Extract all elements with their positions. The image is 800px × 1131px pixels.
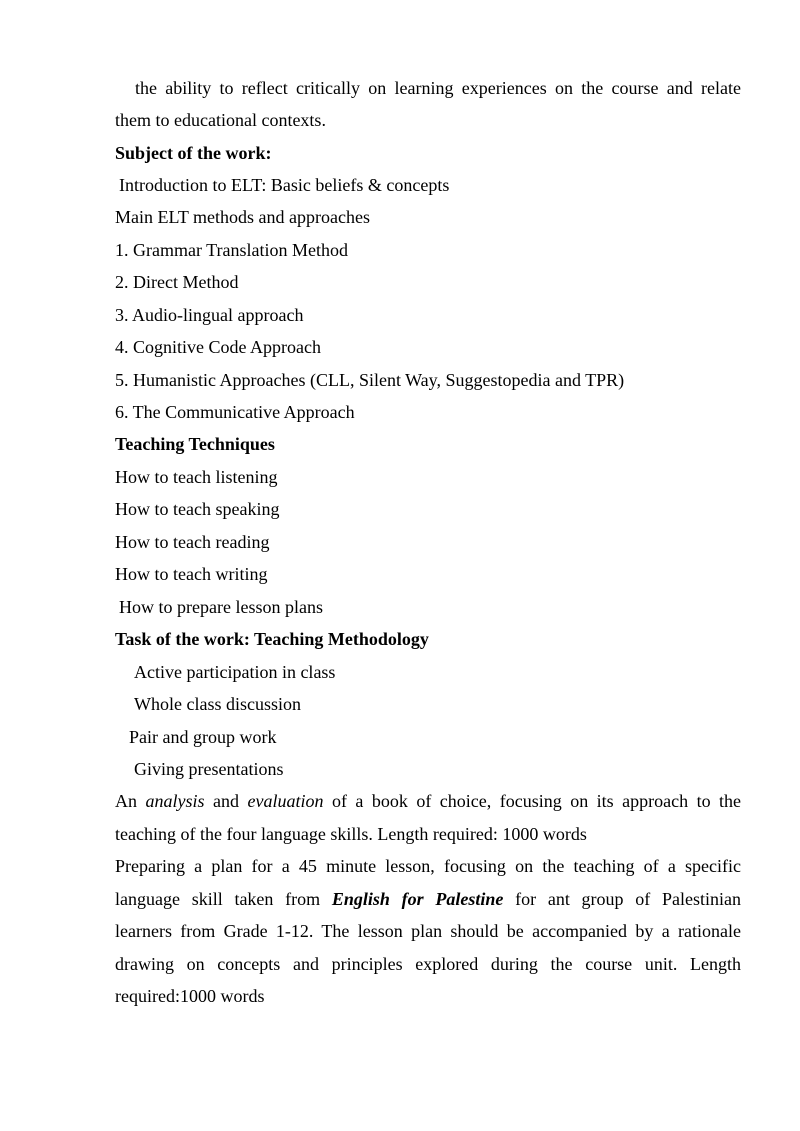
technique-item: How to teach speaking	[115, 499, 280, 519]
assignment2-line-2	[115, 888, 741, 910]
evaluation-term: evaluation	[247, 791, 324, 811]
assignment2-line-3: learners from Grade 1-12. The lesson plan should be accompanied by a rationale	[115, 921, 741, 941]
task-item: Giving presentations	[134, 759, 284, 779]
technique-item: How to teach listening	[115, 467, 278, 487]
method-item: 5. Humanistic Approaches (CLL, Silent Way, Suggestopedia and TPR)	[115, 370, 625, 390]
task-item: Pair and group work	[129, 727, 277, 747]
assignment2-post: for ant group of Palestinian	[515, 889, 741, 909]
task-heading: Task of the work: Teaching Methodology	[115, 629, 429, 649]
method-item: 6. The Communicative Approach	[115, 402, 355, 422]
technique-item: How to prepare lesson plans	[119, 597, 323, 617]
assignment1-word: and	[212, 791, 239, 811]
book-title: English for Palestine	[331, 889, 504, 909]
assignment2-pre: language skill taken from	[115, 889, 321, 909]
techniques-heading: Teaching Techniques	[115, 434, 275, 454]
assignment1-word: An	[115, 791, 137, 811]
subject-intro: Introduction to ELT: Basic beliefs & concepts	[119, 175, 450, 195]
technique-item: How to teach reading	[115, 532, 270, 552]
method-item: 1. Grammar Translation Method	[115, 240, 348, 260]
assignment2-line-1: Preparing a plan for a 45 minute lesson, focusing on the teaching of a specific	[115, 856, 741, 876]
analysis-term: analysis	[145, 791, 205, 811]
methods-title: Main ELT methods and approaches	[115, 207, 370, 227]
subject-heading: Subject of the work:	[115, 143, 272, 163]
intro-line-2: them to educational contexts.	[115, 110, 326, 130]
method-item: 4. Cognitive Code Approach	[115, 337, 321, 357]
method-item: 3. Audio-lingual approach	[115, 305, 304, 325]
task-item: Active participation in class	[134, 662, 336, 682]
assignment1-line-2: teaching of the four language skills. Length required: 1000 words	[115, 824, 587, 844]
technique-item: How to teach writing	[115, 564, 268, 584]
intro-line-1: the ability to reflect critically on learning experiences on the course and relate	[135, 78, 741, 98]
task-item: Whole class discussion	[134, 694, 301, 714]
assignment1-rest: of a book of choice, focusing on its approach to the	[331, 791, 742, 811]
assignment2-line-4: drawing on concepts and principles explored during the course unit. Length	[115, 954, 741, 974]
assignment1-line-1	[115, 790, 741, 812]
method-item: 2. Direct Method	[115, 272, 239, 292]
assignment2-line-5: required:1000 words	[115, 986, 265, 1006]
